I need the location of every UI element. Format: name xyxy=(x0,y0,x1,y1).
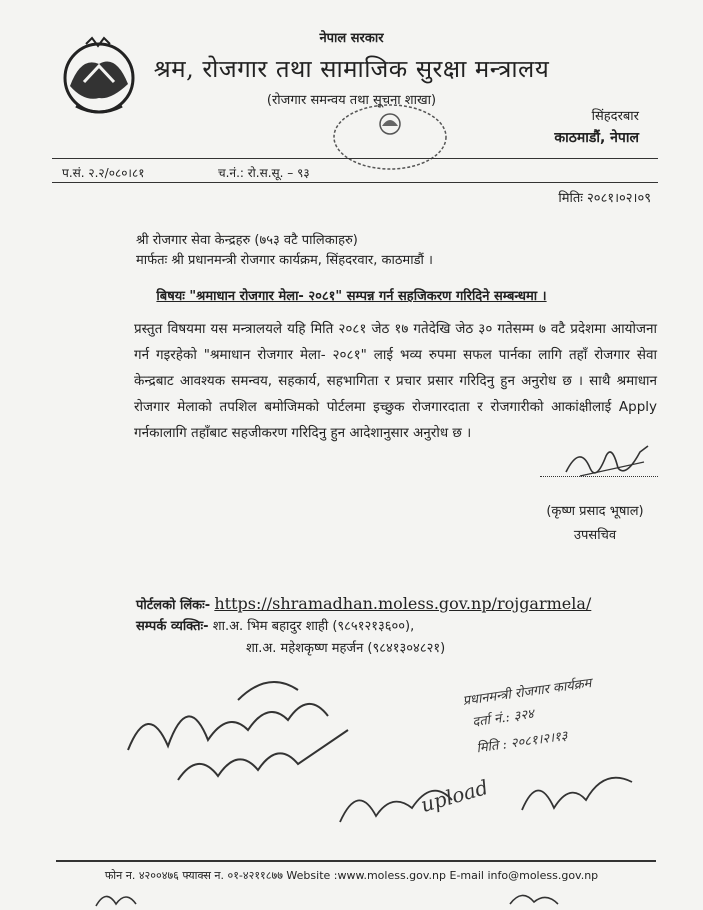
header-divider-bottom xyxy=(52,182,658,183)
signer-title: उपसचिव xyxy=(573,528,617,543)
handwritten-note-right-icon xyxy=(332,752,652,848)
government-name: नेपाल सरकार xyxy=(319,31,384,46)
address-line-1: सिंहदरबार xyxy=(591,109,639,124)
letter-number: प.सं. २.२/०८०।८१ xyxy=(62,166,145,180)
signer-block xyxy=(530,500,660,548)
bottom-handwriting-icon xyxy=(90,886,610,910)
contact-row-1 xyxy=(136,616,414,634)
handwritten-upload: upload xyxy=(418,774,491,818)
address-line-2: काठमाडौं, नेपाल xyxy=(554,130,639,146)
dispatch-number: च.नं.: रो.स.सू. – ९३ xyxy=(218,166,310,180)
dispatch-stamp-icon xyxy=(330,100,450,174)
contact-person-1: शा.अ. भिम बहादुर शाही (९८५१२१३६००), xyxy=(212,619,415,634)
portal-label: पोर्टलको लिंकः- xyxy=(136,598,211,613)
letter-date: मितिः २०८१।०२।०९ xyxy=(558,191,651,206)
footer-contact: फोन न. ४२००४७६ फ्याक्स न. ०१-४२११८७७ Website :www.moless.gov.np E-mail info@moless.gov.np xyxy=(104,869,599,882)
signer-name: (कृष्ण प्रसाद भूषाल) xyxy=(546,504,644,519)
contact-label: सम्पर्क व्यक्तिः- xyxy=(136,619,209,634)
header-divider-top xyxy=(52,158,658,159)
portal-link[interactable]: https://shramadhan.moless.gov.np/rojgarmela/ xyxy=(214,594,592,613)
footer-divider xyxy=(56,860,656,862)
signature-icon xyxy=(560,438,656,486)
ministry-name: श्रम, रोजगार तथा सामाजिक सुरक्षा मन्त्रालय xyxy=(153,55,550,83)
letter-body: प्रस्तुत विषयमा यस मन्त्रालयले यहि मिति २०८१ जेठ १७ गतेदेखि जेठ ३० गतेसम्म ७ वटै प्रदेशमा आयोजना गर्न गइरहेको "श्रमाधान रोजगार मेला- २०८१" लाई भव्य रुपमा सफल पार्नका लागि तहाँ रोजगार सेवा केन्द्रबाट आवश्यक समन्वय, सहकार्य, सहभागिता र प्रचार प्रसार गरिदिनु हुन अनुरोध छ । साथै श्रमाधान रोजगार मेलाको तपशिल बमोजिमको पोर्टलमा इच्छुक रोजगारदाता र रोजगारीको आकांक्षीलाई Apply गर्नकालागि तहाँबाट सहजीकरण गरिदिनु हुन आदेशानुसार अनुरोध छ । xyxy=(134,321,657,441)
received-stamp-date: मिति : २०८१।२।१३ xyxy=(475,728,569,757)
contact-person-2: शा.अ. महेशकृष्ण महर्जन (९८४१३०४८२१) xyxy=(246,641,446,656)
addressee-to: श्री रोजगार सेवा केन्द्रहरु (७५३ वटै पालिकाहरु) xyxy=(136,233,358,248)
handwritten-note-left-icon xyxy=(118,660,368,810)
section-name: (रोजगार समन्वय तथा सूचना शाखा) xyxy=(266,93,437,108)
received-stamp-number: दर्ता नं.: ३२४ xyxy=(471,706,535,731)
addressee-via: मार्फतः श्री प्रधानमन्त्री रोजगार कार्यक्रम, सिंहदरवार, काठमाडौं । xyxy=(136,253,433,268)
signature-line xyxy=(540,476,658,477)
letter-subject: बिषयः "श्रमाधान रोजगार मेला- २०८१" सम्पन्न गर्न सहजिकरण गरिदिने सम्बन्धमा । xyxy=(156,289,547,304)
received-stamp-office: प्रधानमन्त्री रोजगार कार्यक्रम xyxy=(461,676,593,709)
portal-row xyxy=(136,594,591,613)
